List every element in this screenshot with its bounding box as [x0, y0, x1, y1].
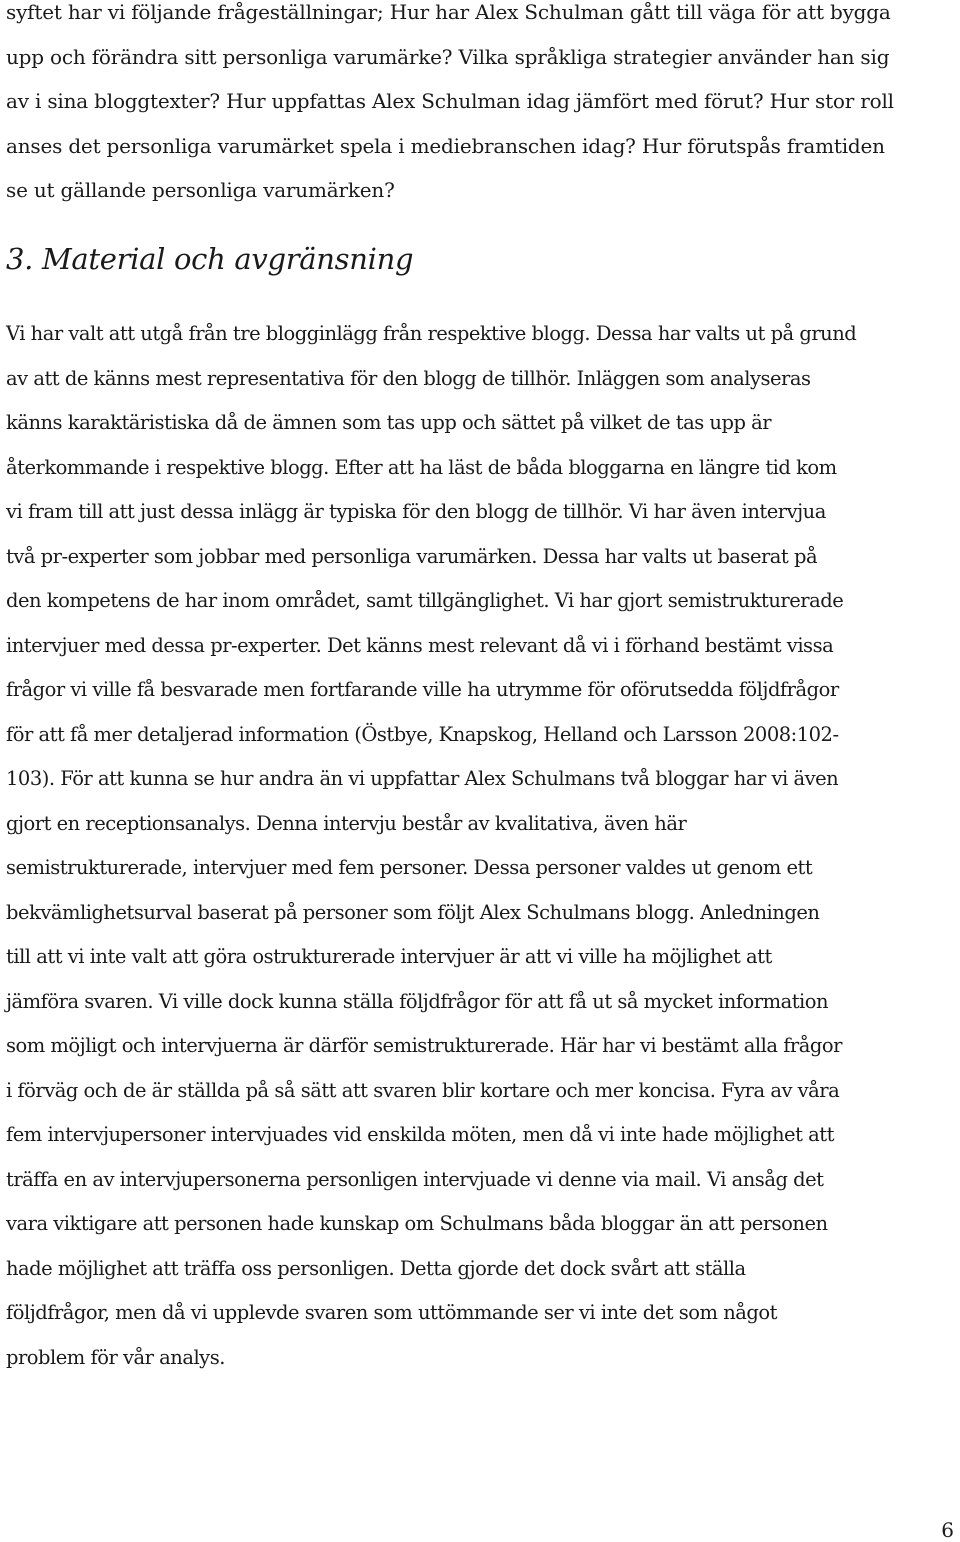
- text-line: hade möjlighet att träffa oss personligen. Detta gjorde det dock svårt att ställa: [6, 1256, 746, 1280]
- text-line: följdfrågor, men då vi upplevde svaren som uttömmande ser vi inte det som något: [6, 1301, 777, 1324]
- text-line: för att få mer detaljerad information (Östbye, Knapskog, Helland och Larsson 2008:102-: [6, 722, 839, 746]
- text-line: 103). För att kunna se hur andra än vi uppfattar Alex Schulmans två bloggar har vi även: [6, 767, 839, 790]
- text-line: som möjligt och intervjuerna är därför semistrukturerade. Här har vi bestämt alla frågor: [6, 1034, 842, 1057]
- text-line: problem för vår analys.: [6, 1345, 225, 1369]
- text-line: den kompetens de har inom området, samt tillgänglighet. Vi har gjort semistrukturerade: [6, 589, 844, 612]
- text-line: intervjuer med dessa pr-experter. Det känns mest relevant då vi i förhand bestämt vissa: [6, 633, 834, 657]
- text-line: vara viktigare att personen hade kunskap om Schulmans båda bloggar än att personen: [6, 1212, 828, 1235]
- text-line: anses det personliga varumärket spela i mediebranschen idag? Hur förutspås framtiden: [6, 133, 885, 158]
- text-line: gjort en receptionsanalys. Denna intervju består av kvalitativa, även här: [6, 811, 687, 835]
- text-line: känns karaktäristiska då de ämnen som tas upp och sättet på vilket de tas upp är: [6, 411, 772, 434]
- intro-paragraph: [6, 0, 954, 213]
- text-line: se ut gällande personliga varumärken?: [6, 178, 395, 202]
- text-line: upp och förändra sitt personliga varumärke? Vilka språkliga strategier använder han sig: [6, 44, 890, 69]
- text-line: fem intervjupersoner intervjuades vid enskilda möten, men då vi inte hade möjlighet att: [6, 1123, 834, 1146]
- text-line: två pr-experter som jobbar med personliga varumärken. Dessa har valts ut baserat på: [6, 544, 818, 568]
- text-line: återkommande i respektive blogg. Efter att ha läst de båda bloggarna en längre tid kom: [6, 455, 837, 479]
- text-line: vi fram till att just dessa inlägg är typiska för den blogg de tillhör. Vi har även intervjua: [6, 500, 826, 523]
- text-line: bekvämlighetsurval baserat på personer som följt Alex Schulmans blogg. Anledningen: [6, 900, 820, 924]
- text-line: jämföra svaren. Vi ville dock kunna ställa följdfrågor för att få ut så mycket information: [6, 989, 829, 1013]
- text-line: i förväg och de är ställda på så sätt att svaren blir kortare och mer koncisa. Fyra av våra: [6, 1078, 840, 1102]
- section-heading: 3. Material och avgränsning: [6, 242, 414, 276]
- text-line: av att de känns mest representativa för den blogg de tillhör. Inläggen som analyseras: [6, 366, 811, 390]
- text-line: semistrukturerade, intervjuer med fem personer. Dessa personer valdes ut genom ett: [6, 856, 813, 879]
- text-line: till att vi inte valt att göra ostrukturerade intervjuer är att vi ville ha möjlighet att: [6, 945, 772, 968]
- page-number: 6: [941, 1518, 954, 1542]
- body-paragraph: [6, 312, 956, 1380]
- text-line: av i sina bloggtexter? Hur uppfattas Alex Schulman idag jämfört med förut? Hur stor roll: [6, 89, 894, 113]
- text-line: träffa en av intervjupersonerna personligen intervjuade vi denne via mail. Vi ansåg det: [6, 1167, 824, 1191]
- text-line: syftet har vi följande frågeställningar; Hur har Alex Schulman gått till väga för att bygga: [6, 0, 891, 24]
- text-line: frågor vi ville få besvarade men fortfarande ville ha utrymme för oförutsedda följdfrågor: [6, 678, 839, 701]
- text-line: Vi har valt att utgå från tre blogginlägg från respektive blogg. Dessa har valts ut på grund: [6, 322, 857, 345]
